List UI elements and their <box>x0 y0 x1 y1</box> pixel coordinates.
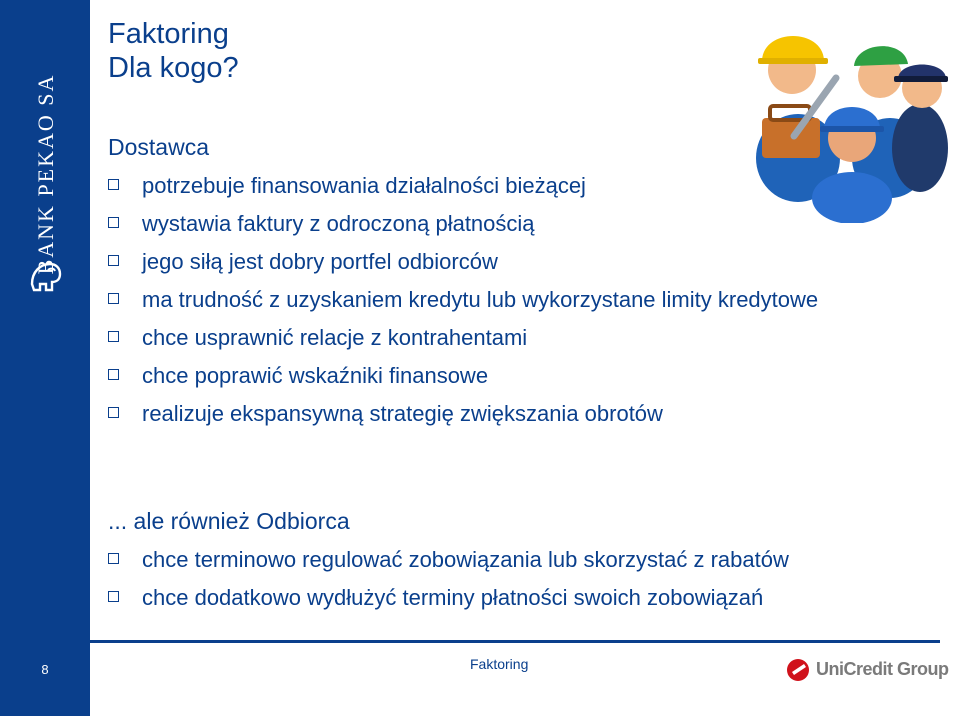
list-item: chce usprawnić relacje z kontrahentami <box>108 324 938 351</box>
square-bullet-icon <box>108 591 119 602</box>
square-bullet-icon <box>108 553 119 564</box>
square-bullet-icon <box>108 369 119 380</box>
page-number: 8 <box>41 662 49 677</box>
square-bullet-icon <box>108 255 119 266</box>
list-item: potrzebuje finansowania działalności bieżącej <box>108 172 938 199</box>
list-item: wystawia faktury z odroczoną płatnością <box>108 210 938 237</box>
bank-name: BANK PEKAO SA <box>33 73 58 275</box>
section-heading-dostawca: Dostawca <box>108 134 209 160</box>
unicredit-logo <box>786 658 949 682</box>
unicredit-wordmark: UniCredit Group <box>816 659 949 679</box>
square-bullet-icon <box>108 293 119 304</box>
square-bullet-icon <box>108 179 119 190</box>
list-item: jego siłą jest dobry portfel odbiorców <box>108 248 938 275</box>
workers-group-icon <box>740 8 950 223</box>
square-bullet-icon <box>108 217 119 228</box>
square-bullet-icon <box>108 331 119 342</box>
list-item: ma trudność z uzyskaniem kredytu lub wykorzystane limity kredytowe <box>108 286 842 313</box>
square-bullet-icon <box>108 407 119 418</box>
list-item: realizuje ekspansywną strategię zwiększania obrotów <box>108 400 938 427</box>
sidebar <box>0 0 90 716</box>
title-line-1: Faktoring <box>108 18 229 50</box>
list-item: chce poprawić wskaźniki finansowe <box>108 362 938 389</box>
list-item: chce dodatkowo wydłużyć terminy płatności swoich zobowiązań <box>108 584 938 611</box>
unicredit-emblem-icon <box>786 658 812 682</box>
section-heading-odbiorca: ... ale również Odbiorca <box>108 508 350 534</box>
footer-label: Faktoring <box>470 656 529 672</box>
footer-divider <box>90 640 940 643</box>
title-line-2: Dla kogo? <box>108 52 239 84</box>
pekao-bison-icon <box>28 256 64 296</box>
list-item: chce terminowo regulować zobowiązania lub skorzystać z rabatów <box>108 546 938 573</box>
slide-title <box>108 17 239 85</box>
odbiorca-list <box>108 546 938 622</box>
